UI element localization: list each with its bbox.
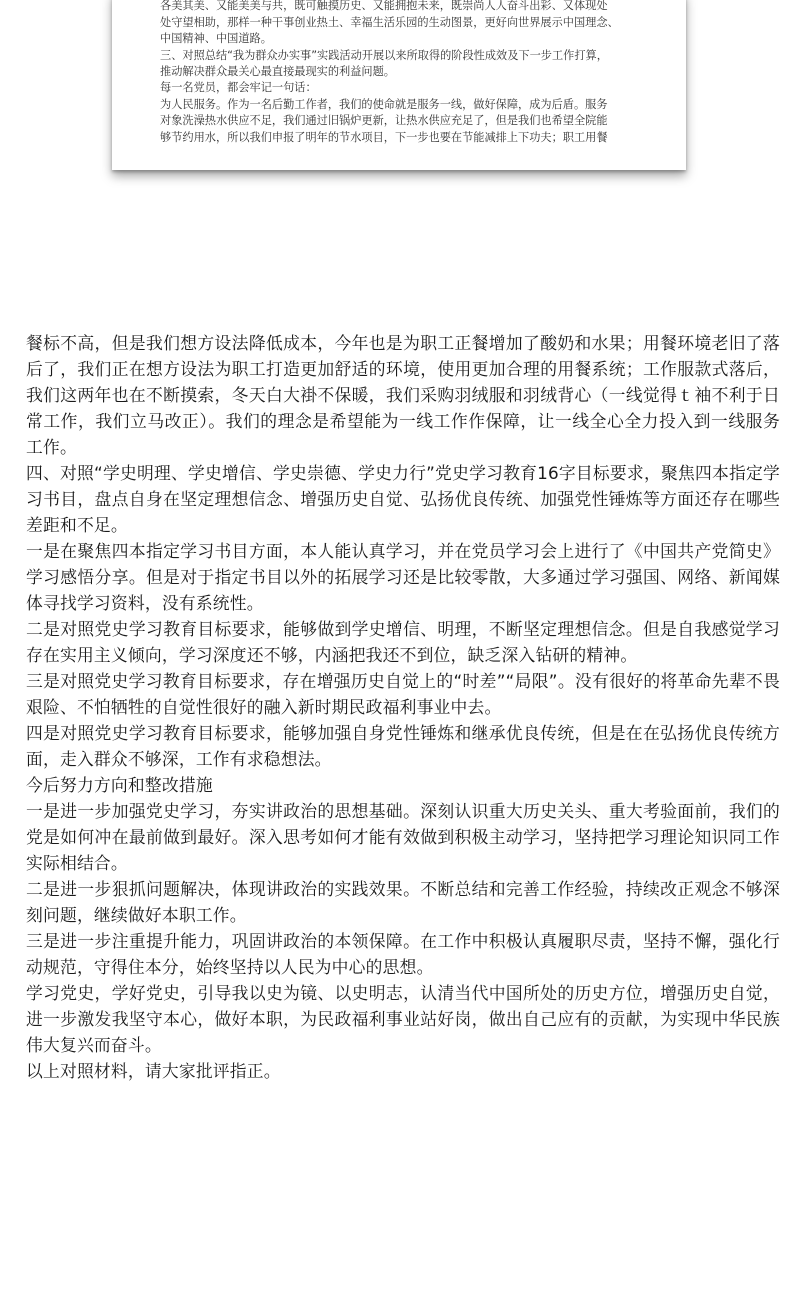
- paragraph: 学习党史，学好党史，引导我以史为镜、以史明志，认清当代中国所处的历史方位，增强历史自觉，进一步激发我坚守本心，做好本职，为民政福利事业站好岗，做出自己应有的贡献，为实现中华民族伟大复兴而奋斗。: [26, 983, 780, 1055]
- paragraph: 三是对照党史学习教育目标要求，存在增强历史自觉上的“时差”“局限”。没有很好的将革命先辈不畏艰险、不怕牺牲的自觉性很好的融入新时期民政福利事业中去。: [26, 671, 780, 717]
- preview-line: 推动解决群众最关心最直接最现实的利益问题。: [160, 65, 395, 79]
- paragraph: 三是进一步注重提升能力，巩固讲政治的本领保障。在工作中积极认真履职尽责，坚持不懈，强化行动规范，守得住本分，始终坚持以人民为中心的思想。: [26, 931, 780, 977]
- preview-line: 够节约用水，所以我们申报了明年的节水项目，下一步也要在节能减排上下功夫；职工用餐: [160, 130, 608, 144]
- paragraph: 餐标不高，但是我们想方设法降低成本，今年也是为职工正餐增加了酸奶和水果；用餐环境老旧了落后了，我们正在想方设法为职工打造更加舒适的环境，使用更加合理的用餐系统；工作服款式落后，我们这两年也在不断摸索，冬天白大褂不保暖，我们采购羽绒服和羽绒背心（一线觉得ｔ袖不利于日常工作，我们立马改正）。我们的理念是希望能为一线工作作保障，让一线全心全力投入到一线服务工作。: [26, 333, 780, 457]
- paragraph: 二是对照党史学习教育目标要求，能够做到学史增信、明理，不断坚定理想信念。但是自我感觉学习存在实用主义倾向，学习深度还不够，内涵把我还不到位，缺乏深入钻研的精神。: [26, 619, 780, 665]
- preview-line: 对象洗澡热水供应不足，我们通过旧锅炉更新，让热水供应充足了，但是我们也希望全院能: [160, 114, 608, 128]
- paragraph: 四、对照“学史明理、学史增信、学史崇德、学史力行”党史学习教育16字目标要求，聚焦四本指定学习书目，盘点自身在坚定理想信念、增强历史自觉、弘扬优良传统、加强党性锤炼等方面还存在哪些差距和不足。: [26, 463, 780, 535]
- preview-line: 各美其美、又能美美与共，既可触摸历史、又能拥抱未来，既崇尚人人奋斗出彩、又体现处: [160, 0, 608, 13]
- paragraph: 以上对照材料，请大家批评指正。: [26, 1061, 281, 1081]
- preview-line: 处守望相助，那样一种干事创业热土、幸福生活乐园的生动图景，更好向世界展示中国理念、: [160, 15, 619, 29]
- paragraph: 二是进一步狠抓问题解决，体现讲政治的实践效果。不断总结和完善工作经验，持续改正观念不够深刻问题，继续做好本职工作。: [26, 879, 780, 925]
- paragraph: 一是在聚焦四本指定学习书目方面，本人能认真学习，并在党员学习会上进行了《中国共产党简史》学习感悟分享。但是对于指定书目以外的拓展学习还是比较零散，大多通过学习强国、网络、新闻媒体寻找学习资料，没有系统性。: [26, 541, 780, 613]
- document-body: [26, 330, 780, 1084]
- section-heading: 今后努力方向和整改措施: [26, 775, 213, 795]
- document-preview-card: [112, 0, 686, 170]
- paragraph: 四是对照党史学习教育目标要求，能够加强自身党性锤炼和继承优良传统，但是在在弘扬优良传统方面，走入群众不够深，工作有求稳想法。: [26, 723, 780, 769]
- preview-line: 中国精神、中国道路。: [160, 32, 272, 46]
- preview-line: 为人民服务。作为一名后勤工作者，我们的使命就是服务一线，做好保障，成为后盾。服务: [160, 97, 608, 111]
- preview-text: [160, 0, 650, 146]
- preview-line: 每一名党员，都会牢记一句话：: [160, 81, 317, 95]
- paragraph: 一是进一步加强党史学习，夯实讲政治的思想基础。深刻认识重大历史关头、重大考验面前，我们的党是如何冲在最前做到最好。深入思考如何才能有效做到积极主动学习，坚持把学习理论知识同工作实际相结合。: [26, 801, 780, 873]
- preview-line: 三、对照总结“我为群众办实事”实践活动开展以来所取得的阶段性成效及下一步工作打算，: [160, 48, 608, 62]
